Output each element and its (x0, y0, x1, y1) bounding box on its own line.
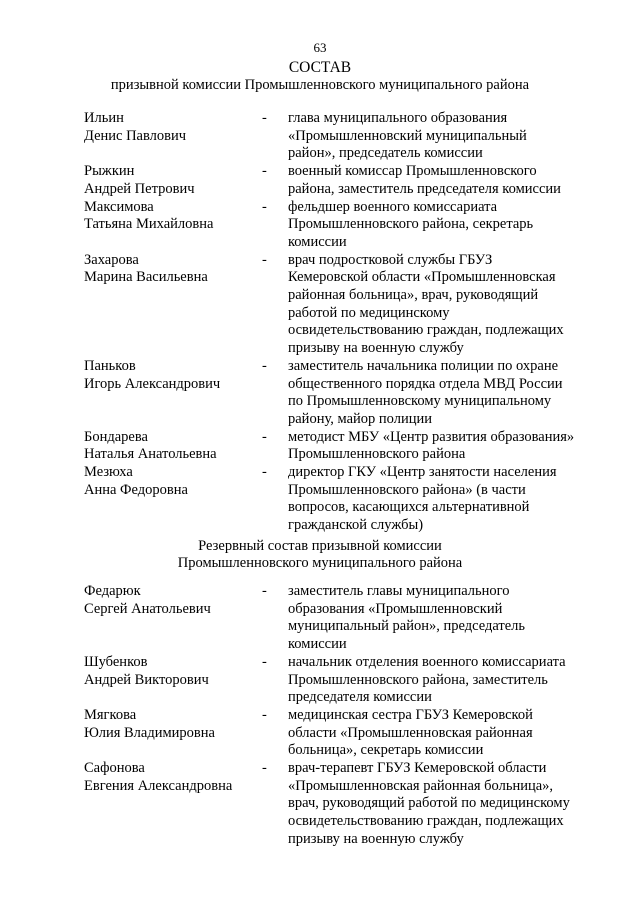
member-position-line: образования «Промышленновский (288, 600, 503, 617)
member-entry (84, 358, 614, 429)
entry-dash: - (262, 428, 267, 445)
member-position-line: председателя комиссии (288, 689, 432, 706)
document-title: СОСТАВ (288, 59, 352, 76)
member-position (288, 163, 593, 198)
entry-dash: - (262, 706, 267, 723)
member-name-line: Сафонова (84, 760, 145, 777)
entry-dash: - (262, 198, 267, 215)
entry-dash: - (262, 110, 267, 126)
member-position-line: врач, руководящий работой по медицинскому (288, 795, 570, 812)
member-name (84, 429, 262, 464)
member-position-line: глава муниципального образования (288, 110, 508, 126)
member-name-line: Мягкова (84, 706, 137, 723)
member-name (84, 654, 262, 689)
member-name-line: Анна Федоровна (84, 481, 188, 498)
member-name-line: Паньков (84, 357, 136, 374)
reserve-members-list (84, 583, 614, 849)
member-name-line: Бондарева (84, 428, 148, 445)
entry-dash: - (262, 251, 267, 268)
member-entry (84, 583, 614, 654)
member-position-line: Промышленновского района» (в части (288, 481, 526, 498)
reserve-title: Резервный состав призывной комиссии (198, 538, 442, 554)
member-name-line: Юлия Владимировна (84, 724, 215, 741)
member-entry (84, 429, 614, 464)
member-entry (84, 199, 614, 252)
member-position-line: гражданской службы) (288, 517, 424, 534)
member-name-line: Федарюк (84, 583, 141, 599)
member-position (288, 252, 593, 358)
member-name-line: Андрей Петрович (84, 180, 195, 197)
member-entry (84, 110, 614, 163)
member-position-line: заместитель начальника полиции по охране (288, 357, 559, 374)
member-name-line: Татьяна Михайловна (84, 216, 214, 233)
member-name-line: Сергей Анатольевич (84, 600, 211, 617)
member-name (84, 358, 262, 393)
page-number: 63 (313, 40, 327, 55)
member-position (288, 110, 593, 163)
member-position-line: комиссии (288, 636, 347, 653)
member-position (288, 429, 593, 464)
member-position-line: Промышленновского района (288, 446, 466, 463)
member-position-line: области «Промышленновская районная (288, 724, 533, 741)
entry-dash: - (262, 163, 267, 180)
member-entry (84, 707, 614, 760)
entry-dash: - (262, 653, 267, 670)
member-name-line: Евгения Александровна (84, 777, 233, 794)
member-position-line: фельдшер военного комиссариата (288, 198, 498, 215)
member-position (288, 654, 593, 707)
member-name-line: Наталья Анатольевна (84, 446, 217, 463)
member-position-line: врач-терапевт ГБУЗ Кемеровской области (288, 760, 547, 777)
reserve-subtitle: Промышленновского муниципального района (177, 555, 463, 571)
member-position (288, 707, 593, 760)
member-position-line: общественного порядка отдела МВД России (288, 375, 563, 392)
member-name-line: Андрей Викторович (84, 671, 209, 688)
member-name-line: Денис Павлович (84, 127, 187, 144)
member-name (84, 760, 262, 795)
member-position-line: призыву на военную службу (288, 830, 464, 847)
member-position-line: Промышленновского района, секретарь (288, 216, 534, 233)
member-position (288, 199, 593, 252)
member-position-line: по Промышленновскому муниципальному (288, 393, 552, 410)
member-position (288, 358, 593, 429)
member-name-line: Марина Васильевна (84, 269, 208, 286)
entry-dash: - (262, 464, 267, 481)
member-name (84, 583, 262, 618)
member-position-line: больница», секретарь комиссии (288, 742, 484, 759)
member-name (84, 707, 262, 742)
member-entry (84, 654, 614, 707)
member-position-line: врач подростковой службы ГБУЗ (288, 251, 493, 268)
document-subtitle: призывной комиссии Промышленновского муниципального района (110, 77, 530, 93)
main-members-list (84, 110, 614, 535)
member-position-line: освидетельствованию граждан, подлежащих (288, 813, 564, 830)
member-entry (84, 163, 614, 198)
member-position (288, 760, 593, 849)
member-position-line: Промышленновского района, заместитель (288, 671, 548, 688)
member-position-line: заместитель главы муниципального (288, 583, 510, 599)
member-position-line: призыву на военную службу (288, 340, 464, 357)
member-name-line: Ильин (84, 110, 124, 126)
member-name-line: Игорь Александрович (84, 375, 221, 392)
member-name-line: Мезюха (84, 464, 133, 481)
member-entry (84, 252, 614, 358)
member-position-line: начальник отделения военного комиссариата (288, 653, 566, 670)
member-entry (84, 760, 614, 849)
member-position-line: военный комиссар Промышленновского (288, 163, 537, 180)
member-entry (84, 464, 614, 535)
member-name (84, 464, 262, 499)
member-position-line: «Промышленновский муниципальный (288, 127, 527, 144)
member-name-line: Максимова (84, 198, 154, 215)
member-name (84, 110, 262, 145)
member-name (84, 252, 262, 287)
member-name-line: Шубенков (84, 653, 148, 670)
member-position-line: методист МБУ «Центр развития образования» (288, 428, 575, 445)
member-position-line: районная больница», врач, руководящий (288, 287, 539, 304)
member-position-line: директор ГКУ «Центр занятости населения (288, 464, 557, 481)
member-position (288, 464, 593, 535)
entry-dash: - (262, 760, 267, 777)
member-position-line: освидетельствованию граждан, подлежащих (288, 322, 564, 339)
entry-dash: - (262, 583, 267, 599)
member-name-line: Захарова (84, 251, 139, 268)
member-position-line: муниципальный район», председатель (288, 618, 526, 635)
member-name (84, 199, 262, 234)
member-position-line: комиссии (288, 233, 347, 250)
member-position-line: работой по медицинскому (288, 304, 450, 321)
member-position-line: «Промышленновская районная больница», (288, 777, 554, 794)
member-name (84, 163, 262, 198)
member-position-line: района, заместитель председателя комиссии (288, 180, 561, 197)
member-position-line: вопросов, касающихся альтернативной (288, 499, 530, 516)
member-position-line: район», председатель комиссии (288, 145, 483, 162)
member-position (288, 583, 593, 654)
member-position-line: Кемеровской области «Промышленновская (288, 269, 556, 286)
entry-dash: - (262, 357, 267, 374)
member-position-line: медицинская сестра ГБУЗ Кемеровской (288, 706, 533, 723)
member-name-line: Рыжкин (84, 163, 135, 180)
member-position-line: району, майор полиции (288, 410, 432, 427)
